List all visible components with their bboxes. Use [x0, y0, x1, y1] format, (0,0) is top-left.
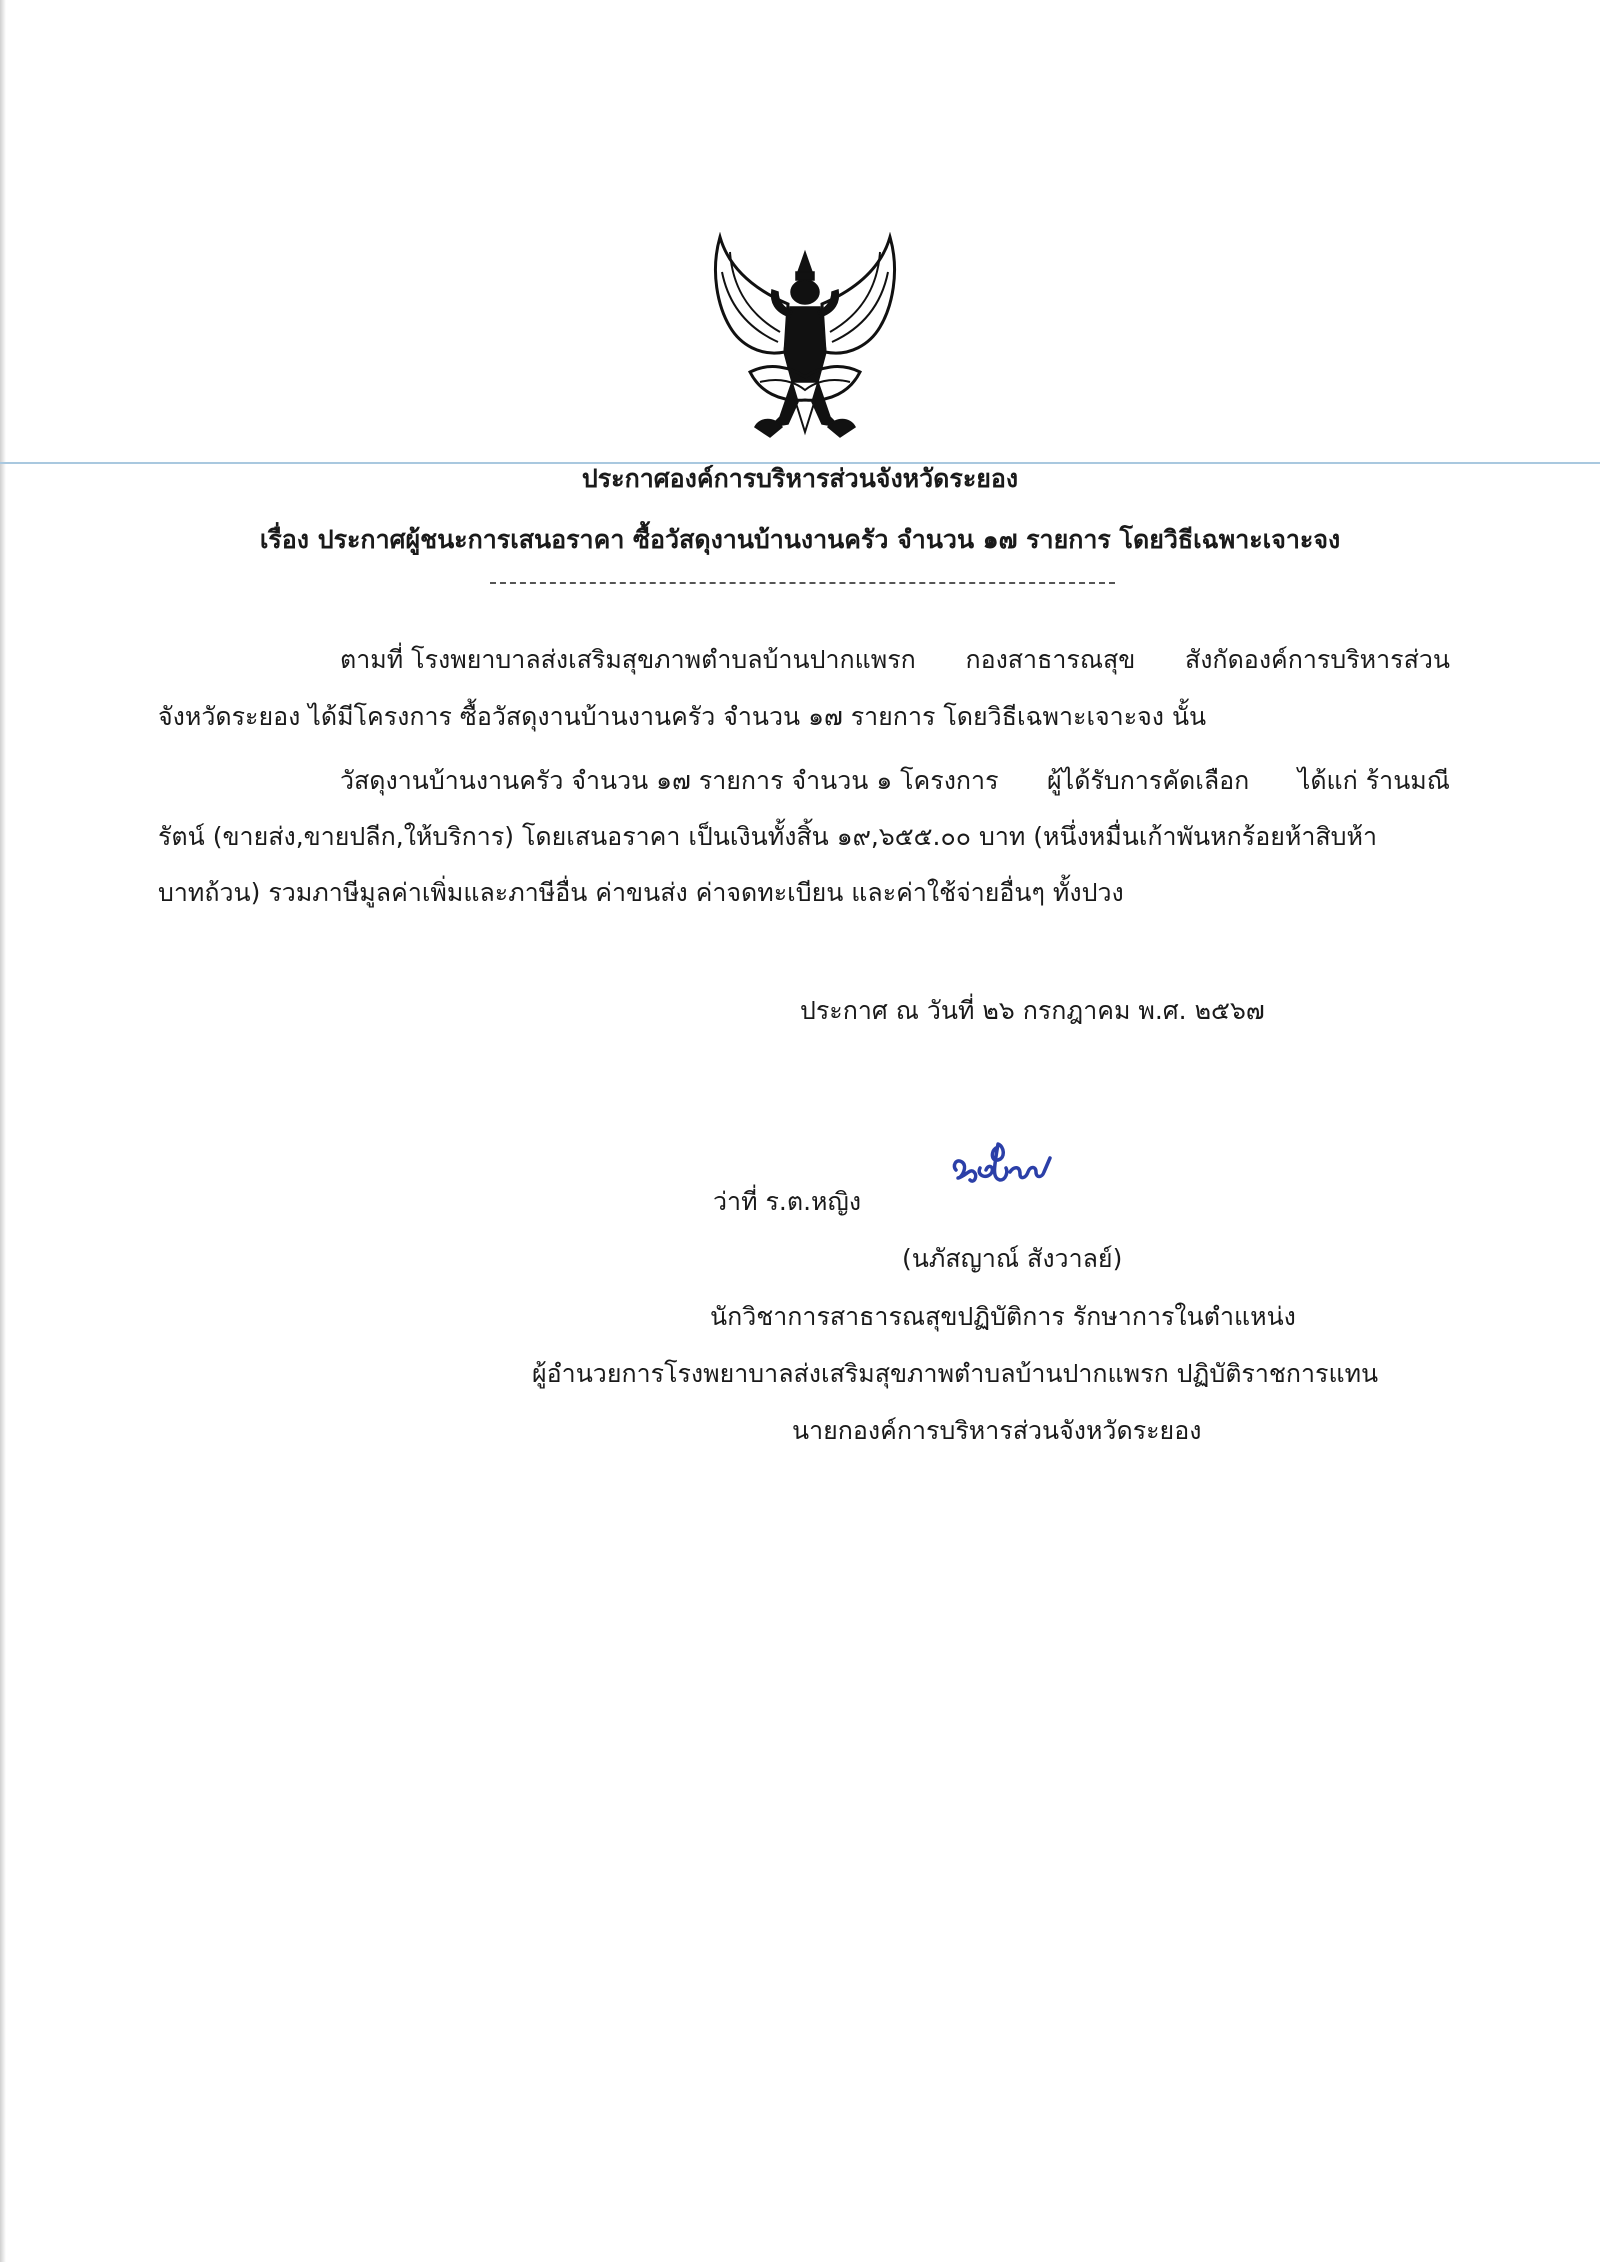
divider	[490, 582, 1115, 584]
announcement-subject: เรื่อง ประกาศผู้ชนะการเสนอราคา ซื้อวัสดุงานบ้านงานครัว จำนวน ๑๗ รายการ โดยวิธีเฉพาะเจาะจง	[259, 525, 1341, 554]
para1-line1-part2: กองสาธารณสุข	[965, 645, 1136, 674]
page-edge	[0, 0, 6, 2262]
para1-line1	[340, 643, 1450, 677]
signer-name: (นภัสญาณ์ สังวาลย์)	[902, 1244, 1123, 1273]
announcement-title: ประกาศองค์การบริหารส่วนจังหวัดระยอง	[581, 464, 1019, 493]
signer-position-2: ผู้อำนวยการโรงพยาบาลส่งเสริมสุขภาพตำบลบ้านปากแพรก ปฏิบัติราชการแทน	[532, 1359, 1379, 1388]
para2-line1-part1: วัสดุงานบ้านงานครัว จำนวน ๑๗ รายการ จำนวน ๑ โครงการ	[340, 766, 999, 795]
para1-line1-part1: ตามที่ โรงพยาบาลส่งเสริมสุขภาพตำบลบ้านปากแพรก	[340, 645, 916, 674]
garuda-emblem-icon	[700, 232, 910, 447]
para2-line2: รัตน์ (ขายส่ง,ขายปลีก,ให้บริการ) โดยเสนอราคา เป็นเงินทั้งสิ้น ๑๙,๖๕๕.๐๐ บาท (หนึ่งหมื่นเก้าพันหกร้อยห้าสิบห้า	[158, 822, 1378, 851]
signer-position-3: นายกองค์การบริหารส่วนจังหวัดระยอง	[792, 1416, 1202, 1445]
para1-line2: จังหวัดระยอง ได้มีโครงการ ซื้อวัสดุงานบ้านงานครัว จำนวน ๑๗ รายการ โดยวิธีเฉพาะเจาะจง นั้น	[158, 702, 1207, 731]
handwritten-signature	[948, 1138, 1068, 1206]
announcement-date: ประกาศ ณ วันที่ ๒๖ กรกฎาคม พ.ศ. ๒๕๖๗	[800, 996, 1265, 1025]
para2-line1	[340, 764, 1450, 798]
signer-position-1: นักวิชาการสาธารณสุขปฏิบัติการ รักษาการในตำแหน่ง	[710, 1302, 1296, 1331]
para2-line1-part2: ผู้ได้รับการคัดเลือก	[1046, 766, 1250, 795]
para2-line3: บาทถ้วน) รวมภาษีมูลค่าเพิ่มและภาษีอื่น ค่าขนส่ง ค่าจดทะเบียน และค่าใช้จ่ายอื่นๆ ทั้งปวง	[158, 878, 1124, 907]
para1-line1-part3: สังกัดองค์การบริหารส่วน	[1184, 645, 1450, 674]
signer-rank: ว่าที่ ร.ต.หญิง	[713, 1187, 862, 1216]
para2-line1-part3: ได้แก่ ร้านมณี	[1297, 766, 1450, 795]
